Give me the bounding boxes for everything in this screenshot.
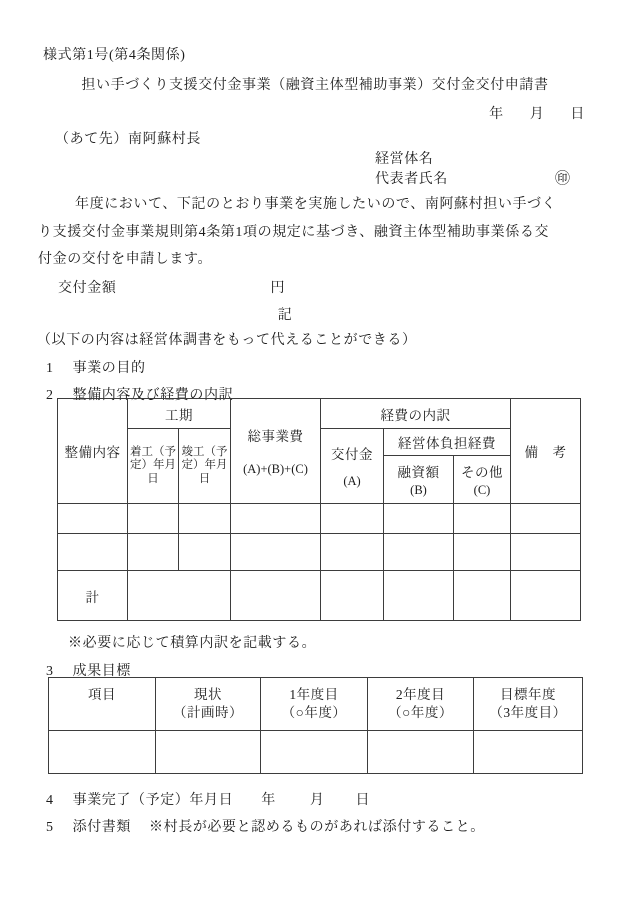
- addressee-line: （あて先）南阿蘇村長: [55, 132, 201, 147]
- cost-table-total-row: [58, 571, 581, 621]
- header-line: 1年度目: [289, 687, 339, 702]
- empty-cell: [128, 534, 179, 571]
- empty-cell: [384, 534, 454, 571]
- empty-cell: [454, 504, 511, 534]
- section-4-heading: [46, 789, 370, 809]
- section-1-title: 事業の目的: [72, 361, 146, 376]
- yen-unit-label: 円: [270, 281, 286, 296]
- empty-cell: [511, 534, 581, 571]
- representative-label: 代表者氏名: [375, 171, 448, 187]
- empty-cell: [454, 571, 511, 621]
- empty-cell: [321, 534, 384, 571]
- cost-table-header-burden-group: 経営体負担経費: [384, 429, 511, 456]
- section-5-number: 5: [46, 820, 54, 835]
- section-4-number: 4: [46, 793, 54, 808]
- cost-table-header-other: [454, 456, 511, 504]
- empty-cell: [511, 504, 581, 534]
- other-label: その他: [461, 465, 503, 480]
- header-line: （計画時）: [173, 705, 243, 720]
- goal-table-header-year2: [368, 678, 474, 731]
- empty-cell: [179, 504, 231, 534]
- empty-cell: [128, 571, 231, 621]
- section-2-number: 2: [46, 388, 54, 403]
- grant-amount-label: 交付金額: [58, 281, 117, 296]
- completion-year-label: 年: [261, 793, 276, 808]
- record-heading: 記: [277, 308, 293, 323]
- cost-table: [57, 398, 581, 621]
- date-day-label: 日: [570, 107, 585, 122]
- header-line: 目標年度: [500, 687, 556, 702]
- empty-cell: [231, 571, 321, 621]
- paragraph-line: 付金の交付を申請します。: [38, 252, 213, 267]
- empty-cell: [368, 731, 474, 774]
- header-line: （3年度目）: [489, 705, 567, 720]
- grant-label: 交付金: [331, 447, 373, 462]
- empty-cell: [474, 731, 583, 774]
- cost-table-header-remarks: 備 考: [511, 399, 581, 504]
- cost-table-header-loan: [384, 456, 454, 504]
- goal-table-row: [49, 731, 583, 774]
- header-line: （○年度）: [281, 705, 347, 720]
- empty-cell: [231, 534, 321, 571]
- application-paragraph: [38, 191, 586, 274]
- cost-table-header-period-group: 工期: [128, 399, 231, 429]
- empty-cell: [58, 534, 128, 571]
- paragraph-line: り支援交付金事業規則第4条第1項の規定に基づき、融資主体型補助事業係る交: [38, 224, 550, 240]
- seal-mark: ㊞: [554, 170, 570, 187]
- empty-cell: [49, 731, 156, 774]
- paragraph-line: 年度において、下記のとおり事業を実施したいので、南阿蘇村担い手づく: [75, 197, 557, 212]
- entity-name-line: [375, 151, 570, 170]
- section-1-number: 1: [46, 361, 54, 376]
- empty-cell: [511, 571, 581, 621]
- attachment-note: ※村長が必要と認めるものがあれば添付すること。: [149, 820, 485, 835]
- cost-table-header-content: 整備内容: [58, 399, 128, 504]
- date-line: [489, 103, 585, 123]
- empty-cell: [231, 504, 321, 534]
- grant-amount-line: [58, 277, 285, 297]
- empty-cell: [384, 571, 454, 621]
- section-4-title: 事業完了（予定）年月日: [72, 793, 234, 808]
- empty-cell: [384, 504, 454, 534]
- total-row-label: 計: [58, 571, 128, 621]
- document-title: 担い手づくり支援交付金事業（融資主体型補助事業）交付金交付申請書: [81, 78, 549, 93]
- form-number: 様式第1号(第4条関係): [43, 48, 186, 63]
- empty-cell: [321, 571, 384, 621]
- empty-cell: [454, 534, 511, 571]
- header-line: 2年度目: [395, 687, 446, 702]
- other-symbol: (C): [473, 483, 491, 497]
- loan-label: 融資額: [397, 465, 440, 480]
- cost-table-header-breakdown-group: 経費の内訳: [321, 399, 511, 429]
- signature-block: [375, 151, 570, 189]
- substitution-note: （以下の内容は経営体調書をもって代えることができる）: [37, 333, 417, 348]
- empty-cell: [156, 731, 261, 774]
- header-line: 現状: [194, 687, 222, 702]
- goal-table-header-target-year: [474, 678, 583, 731]
- empty-cell: [179, 534, 231, 571]
- cost-table-header-end-date: 竣工（予定）年月日: [179, 429, 231, 504]
- goal-table-header-current: [156, 678, 261, 731]
- total-cost-label: 総事業費: [247, 429, 304, 444]
- total-cost-formula: (A)+(B)+(C): [243, 462, 308, 476]
- section-3-title: 成果目標: [72, 664, 132, 679]
- date-month-label: 月: [529, 107, 545, 122]
- representative-line: [375, 170, 570, 190]
- section-2-title: 整備内容及び経費の内訳: [72, 388, 234, 403]
- completion-day-label: 日: [355, 793, 371, 808]
- completion-month-label: 月: [309, 793, 325, 808]
- goal-table: [48, 677, 583, 774]
- goal-table-header-item: [49, 678, 156, 731]
- empty-cell: [58, 504, 128, 534]
- cost-table-header-total: [231, 399, 321, 504]
- section-5-title: 添付書類: [72, 820, 132, 835]
- cost-table-row: [58, 504, 581, 534]
- header-line: 項目: [88, 687, 116, 702]
- empty-cell: [321, 504, 384, 534]
- entity-name-label: 経営体名: [375, 152, 434, 167]
- empty-cell: [261, 731, 368, 774]
- loan-symbol: (B): [410, 483, 427, 497]
- empty-cell: [128, 504, 179, 534]
- grant-symbol: (A): [343, 474, 361, 488]
- date-year-label: 年: [489, 107, 504, 122]
- cost-table-row: [58, 534, 581, 571]
- goal-table-header-year1: [261, 678, 368, 731]
- section-5-heading: [46, 816, 485, 836]
- section-1-heading: [46, 357, 146, 377]
- cost-table-header-start-date: 着工（予定）年月日: [128, 429, 179, 504]
- header-line: （○年度）: [388, 705, 453, 720]
- cost-table-header-grant: [321, 429, 384, 504]
- section-3-number: 3: [46, 664, 54, 679]
- cost-table-footnote: ※必要に応じて積算内訳を記載する。: [68, 636, 317, 651]
